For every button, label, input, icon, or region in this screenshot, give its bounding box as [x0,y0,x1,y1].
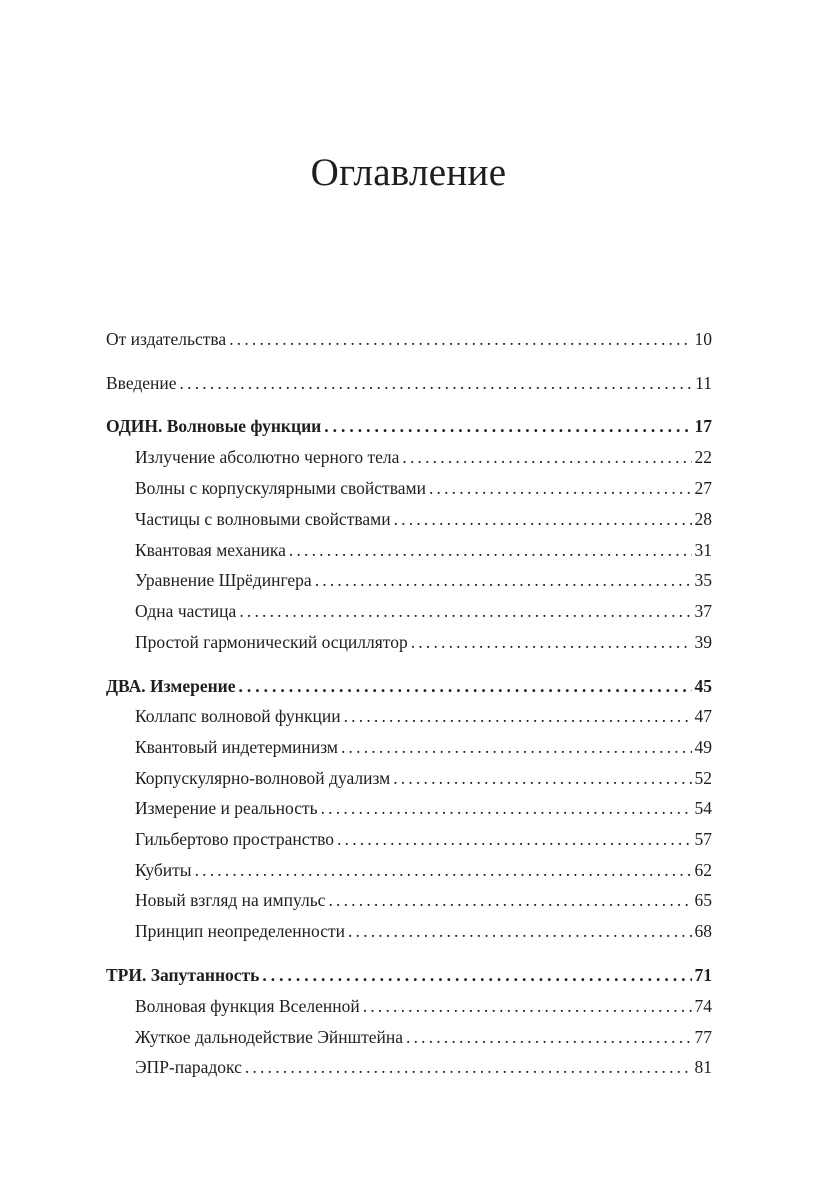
toc-chapter-title: ТРИ. Запутанность [106,965,260,985]
toc-page-number: 54 [694,798,712,818]
toc-section[interactable] [135,704,712,728]
toc-section-title: Частицы с волновыми свойствами [135,509,391,529]
toc-chapter-title: ДВА. Измерение [106,676,236,696]
toc-section-title: Излучение абсолютно черного тела [135,447,400,467]
dot-leader [429,476,692,500]
toc-page-number: 37 [694,601,712,621]
toc-page-number: 57 [694,829,712,849]
toc-section-title: Измерение и реальность [135,798,318,818]
dot-leader [344,704,692,728]
toc-section-title: Гильбертово пространство [135,829,335,849]
dot-leader [402,445,691,469]
toc-section-title: Коллапс волновой функции [135,706,341,726]
toc-section[interactable] [135,827,712,851]
toc-section[interactable] [135,796,712,820]
dot-leader [195,858,692,882]
toc-section[interactable] [135,919,712,943]
toc-section-title: Простой гармонический осциллятор [135,632,408,652]
toc-section[interactable] [135,1055,712,1079]
toc-page-number: 31 [694,540,712,560]
toc-section[interactable] [135,507,712,531]
dot-leader [239,599,691,623]
toc-chapter-two[interactable] [106,674,712,698]
dot-leader [341,735,692,759]
toc-section[interactable] [135,476,712,500]
toc-section-title: Одна частица [135,601,237,621]
dot-leader [229,327,691,351]
toc-page-number: 81 [694,1057,712,1077]
toc-chapter-three[interactable] [106,963,712,987]
toc-chapter-title: ОДИН. Волновые функции [106,416,322,436]
toc-section-title: Принцип неопределенности [135,921,345,941]
toc-section[interactable] [135,994,712,1018]
toc-page-number: 35 [694,570,712,590]
toc-section[interactable] [135,445,712,469]
toc-section-title: ЭПР-парадокс [135,1057,242,1077]
dot-leader [321,796,692,820]
toc-page-number: 74 [694,996,712,1016]
dot-leader [411,630,692,654]
toc-section-title: Квантовая механика [135,540,286,560]
toc-section[interactable] [135,858,712,882]
toc-page-number: 77 [694,1027,712,1047]
toc-page-number: 68 [694,921,712,941]
dot-leader [262,963,691,987]
toc-page-number: 22 [694,447,712,467]
dot-leader [393,766,691,790]
toc-page-number: 11 [695,373,712,393]
toc-section-title: Волновая функция Вселенной [135,996,360,1016]
toc-section-title: Кубиты [135,860,192,880]
page-title: Оглавление [310,151,507,194]
toc-section[interactable] [135,735,712,759]
toc-section[interactable] [135,888,712,912]
toc-page-number: 71 [694,965,712,985]
toc-page-number: 52 [694,768,712,788]
toc-page-number: 10 [694,329,712,349]
toc-chapter-one[interactable] [106,414,712,438]
toc-entry-title: От издательства [106,329,227,349]
toc-entry-from-publisher[interactable] [106,327,712,351]
toc-section[interactable] [135,599,712,623]
toc-page-number: 47 [694,706,712,726]
dot-leader [337,827,691,851]
toc-page-number: 65 [694,890,712,910]
dot-leader [239,674,692,698]
dot-leader [348,919,692,943]
toc-entry-introduction[interactable] [106,371,712,395]
toc-section-title: Жуткое дальнодействие Эйнштейна [135,1027,403,1047]
toc-page-number: 27 [694,478,712,498]
toc-section[interactable] [135,766,712,790]
toc-section-title: Новый взгляд на импульс [135,890,326,910]
dot-leader [245,1055,692,1079]
dot-leader [363,994,692,1018]
toc-section[interactable] [135,630,712,654]
toc-section-title: Волны с корпускулярными свойствами [135,478,426,498]
dot-leader [328,888,691,912]
toc-section-title: Уравнение Шрёдингера [135,570,312,590]
toc-page-number: 49 [694,737,712,757]
toc-section[interactable] [135,1025,712,1049]
toc-section[interactable] [135,538,712,562]
toc-page-number: 45 [694,676,712,696]
dot-leader [394,507,692,531]
dot-leader [315,568,692,592]
toc-entry-title: Введение [106,373,177,393]
toc-page-number: 17 [694,416,712,436]
toc-section-title: Корпускулярно-волновой дуализм [135,768,391,788]
dot-leader [289,538,692,562]
toc-page-number: 28 [694,509,712,529]
dot-leader [324,414,691,438]
toc-section[interactable] [135,568,712,592]
toc-section-title: Квантовый индетерминизм [135,737,338,757]
toc-page-number: 39 [694,632,712,652]
dot-leader [406,1025,692,1049]
dot-leader [180,371,693,395]
toc-page-number: 62 [694,860,712,880]
